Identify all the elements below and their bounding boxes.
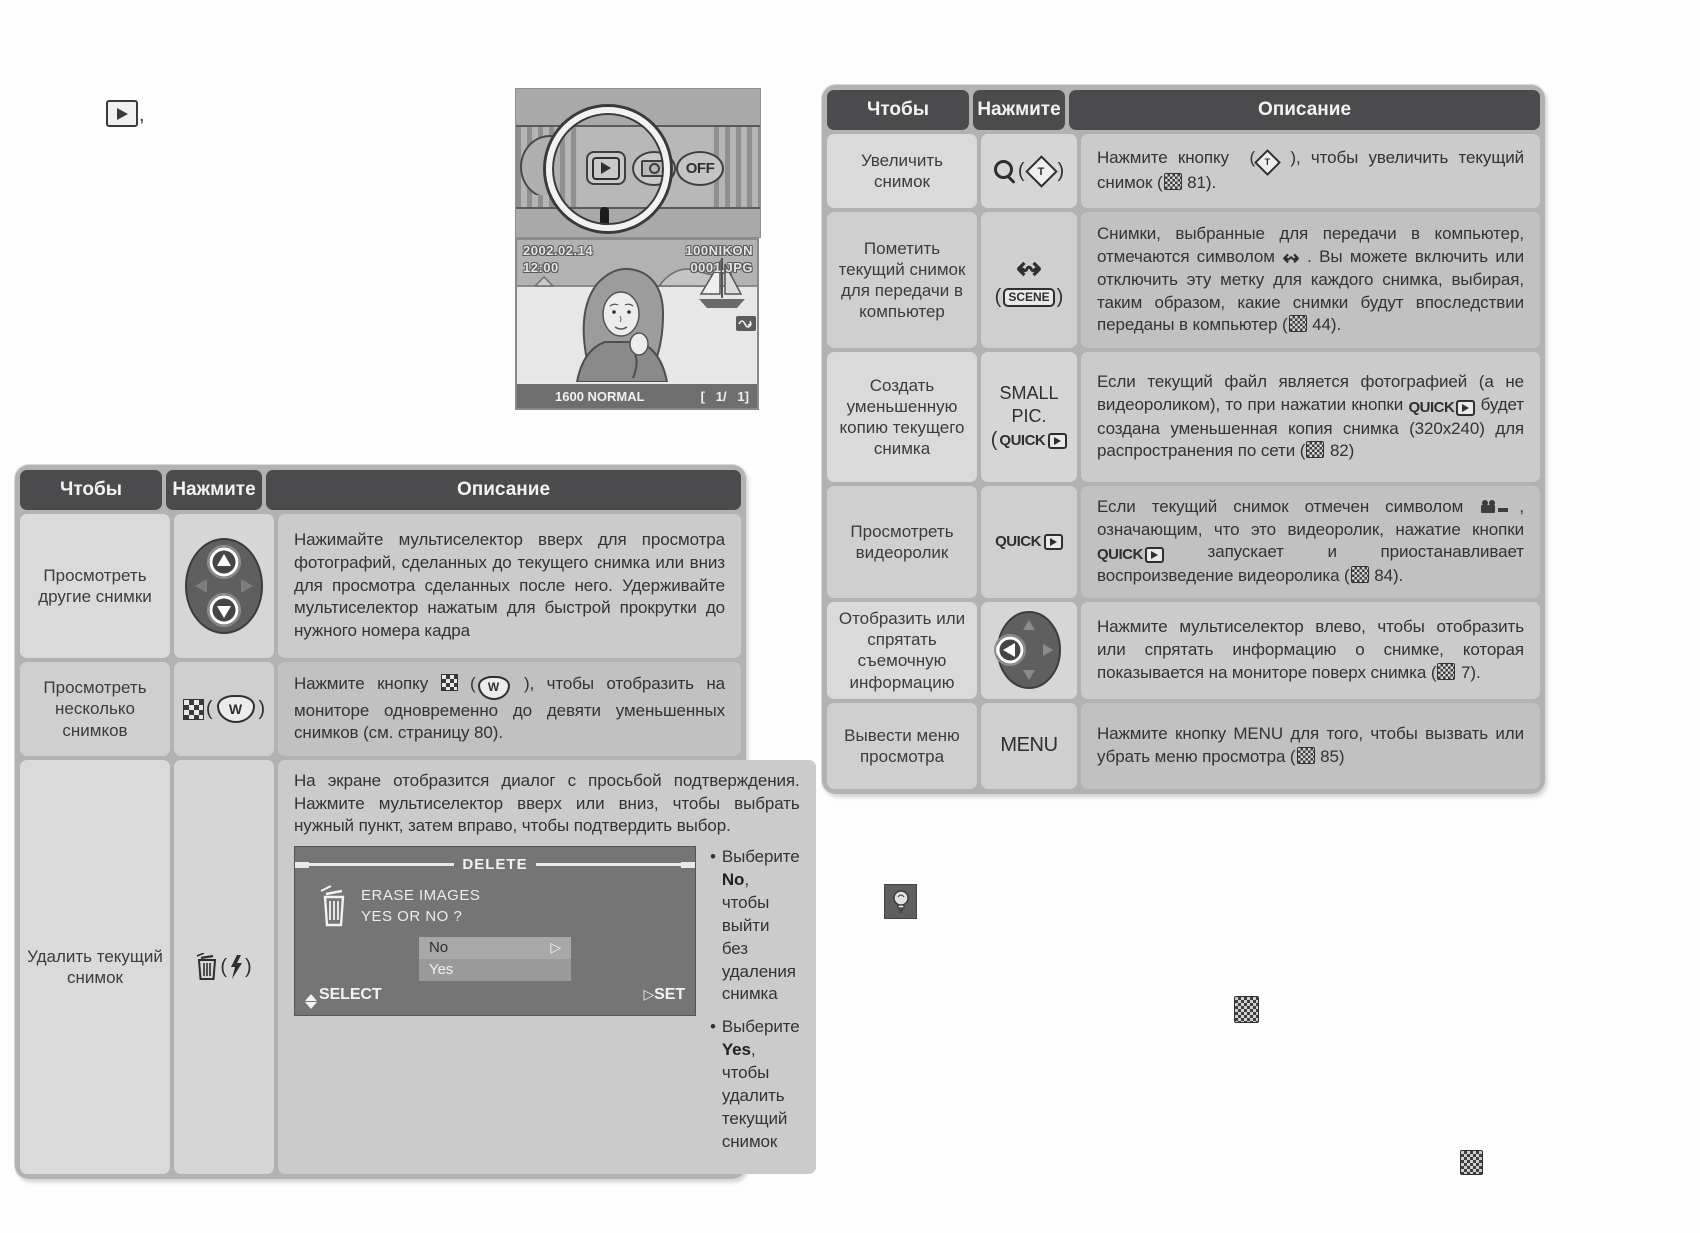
row-press — [981, 703, 1077, 789]
row-to: Просмотреть несколько снимков — [20, 662, 170, 756]
camera-illustration — [515, 88, 759, 406]
row-press: ↭ ( SCENE ) — [981, 212, 1077, 348]
cursor-right-icon: ▷ — [550, 939, 561, 956]
row-to: Вывести меню просмотра — [827, 703, 977, 789]
row-desc: Если текущий снимок отмечен символом , означающим, что это видеоролик, нажатие кнопки QUICK запускает и приостанавливает воспроизведение видеоролика ( 84). — [1081, 486, 1540, 598]
row-desc: Нажмите кнопку ( W ), чтобы отобразить на мониторе одновременно до девяти уменьшенных снимков (см. страницу 80). — [278, 662, 741, 756]
tip-lightbulb-icon — [884, 884, 917, 919]
quick-icon: QUICK — [1097, 545, 1164, 565]
up-down-arrows-icon — [305, 994, 317, 1009]
row-to: Пометить текущий снимок для передачи в компьютер — [827, 212, 977, 348]
table-row — [827, 134, 1540, 208]
multiselector-left-icon — [993, 609, 1065, 691]
dial-pointer — [600, 207, 609, 231]
table-row — [827, 212, 1540, 348]
row-to: Увеличить снимок — [827, 134, 977, 208]
left-table — [15, 465, 800, 1179]
ref-icon — [1164, 173, 1182, 190]
select-hint: SELECT — [305, 984, 382, 1009]
lcd-status-bar — [517, 384, 757, 408]
wbtn-icon: W — [478, 676, 510, 700]
row-desc: Если текущий файл является фотографией (а не видеороликом), то при нажатии кнопки QUICK будет создана уменьшенная копия снимка (320x240) для распространения по сети ( 82) — [1081, 352, 1540, 482]
lens-icon — [520, 135, 560, 195]
playback-mode-icon — [106, 100, 145, 127]
delete-dialog-screen: DELETE ERASE IMAGES YES OR NO ? No ▷ Yes SELECT ▷SET — [294, 846, 696, 1016]
row-press: ( W ) — [174, 662, 274, 756]
header-to: Чтобы — [20, 470, 162, 510]
delete-button-icon — [196, 953, 218, 981]
magnifier-icon — [994, 160, 1016, 182]
table-row — [20, 514, 741, 658]
table-row — [827, 486, 1540, 598]
table-row — [20, 662, 741, 756]
ref-icon — [1297, 747, 1315, 764]
option-no[interactable]: No ▷ — [419, 937, 571, 959]
row-desc: Нажмите мультиселектор влево, чтобы отобразить или спрятать информацию о снимке, которая показывается на мониторе поверх снимка ( 7). — [1081, 602, 1540, 699]
table-row — [20, 760, 800, 1174]
transfer-mark-icon — [736, 316, 756, 331]
page-ref-icon — [1460, 1150, 1483, 1175]
row-desc: Снимки, выбранные для передачи в компьютер, отмечаются символом ↭ . Вы можете включить или отключить эту метку для каждого снимка, выбирая, таким образом, какие снимки будут впоследствии переданы в компьютер ( 44). — [1081, 212, 1540, 348]
row-press: ( ) — [174, 760, 274, 1174]
row-desc: Нажимайте мультиселектор вверх для просмотра фотографий, сделанных до текущего снимка или вниз для просмотра сделанных после него. Удерживайте мультиселектор нажатым для быстрой прокрутки до нужного номера кадра — [278, 514, 741, 658]
row-desc: Нажмите кнопку MENU для того, чтобы вызвать или убрать меню просмотра ( 85) — [1081, 703, 1540, 789]
row-to: Просмотреть видеоролик — [827, 486, 977, 598]
row-press: SMALL PIC. ( QUICK — [981, 352, 1077, 482]
ref-icon — [1289, 315, 1307, 332]
ref-icon — [1351, 566, 1369, 583]
set-hint: ▷SET — [643, 985, 685, 1003]
w-button-icon: W — [217, 695, 255, 723]
ref-icon — [1306, 441, 1324, 458]
delete-bullets: • Выберите No, чтобы выйти без удаления снимка • Выберите Yes, чтобы удалить текущий снимок — [710, 846, 800, 1152]
lcd-frame-count: [ 1/ 1] — [700, 388, 749, 404]
header-press: Нажмите — [166, 470, 262, 510]
quick-icon: QUICK — [1408, 398, 1475, 418]
thumbnail-button-icon — [183, 699, 204, 720]
table-row — [827, 352, 1540, 482]
right-table — [822, 85, 1545, 794]
row-press — [981, 602, 1077, 699]
cursor-right-icon: ▷ — [643, 985, 655, 1002]
table-header-row — [827, 90, 1540, 130]
multiselector-up-down-icon — [181, 536, 267, 636]
table-row — [827, 703, 1540, 789]
option-yes[interactable]: Yes — [419, 959, 571, 981]
camera-icon — [641, 160, 667, 177]
header-to: Чтобы — [827, 90, 969, 130]
table-row — [827, 602, 1540, 699]
quick-play-button-icon — [1048, 433, 1067, 449]
lcd-folder-file: 100NIKON 0001.JPG — [685, 243, 753, 275]
thumb-icon — [441, 674, 458, 691]
row-to: Создать уменьшенную копию текущего снимка — [827, 352, 977, 482]
mode-dial — [515, 88, 761, 238]
trash-icon — [319, 885, 349, 927]
play-box-icon — [592, 157, 620, 180]
dial-band — [516, 125, 760, 209]
row-press — [174, 514, 274, 658]
t-button-icon: T — [1025, 155, 1058, 188]
row-to: Отобразить или спрятать съемочную информацию — [827, 602, 977, 699]
menu-button-label: MENU — [1000, 734, 1058, 757]
table-header-row — [20, 470, 741, 510]
row-to: Удалить текущий снимок — [20, 760, 170, 1174]
lcd-date-time: 2002.02.14 12:00 — [523, 243, 594, 275]
tdiamond-icon: T — [1254, 150, 1281, 177]
row-press: ( T ) — [981, 134, 1077, 208]
row-press: QUICK — [981, 486, 1077, 598]
delete-dialog-title: DELETE — [462, 855, 528, 873]
header-desc: Описание — [266, 470, 741, 510]
transfer-icon: ↭ — [1282, 245, 1300, 270]
header-press: Нажмите — [973, 90, 1065, 130]
scene-button-icon: SCENE — [1003, 288, 1054, 307]
lcd-quality: 1600 NORMAL — [555, 388, 645, 404]
delete-options-menu — [419, 937, 571, 981]
row-to: Просмотреть другие снимки — [20, 514, 170, 658]
comma-text: , — [139, 104, 145, 126]
dial-off-position: OFF — [676, 151, 724, 186]
lcd-monitor — [515, 238, 759, 410]
ref-icon — [1437, 663, 1455, 680]
header-desc: Описание — [1069, 90, 1540, 130]
movie-icon — [1481, 500, 1501, 513]
page-ref-icon — [1234, 996, 1259, 1023]
dial-play-position — [586, 151, 626, 185]
row-desc: На экране отобразится диалог с просьбой подтверждения. Нажмите мультиселектор вверх или вниз, чтобы выбрать нужный пункт, затем вправо, чтобы подтвердить выбор. DELETE ERASE IMAGES YES OR NO ? No ▷ Yes SELECT ▷SET • Выберите No, чтобы выйти без удаления снимка • Выберите Yes, чтобы удалить текущий снимок — [278, 760, 816, 1174]
play-box-icon — [106, 100, 138, 127]
flash-button-icon — [229, 955, 243, 979]
dial-camera-position — [632, 151, 676, 186]
transfer-mark-icon: ↭ — [1015, 248, 1043, 287]
quick-play-button-icon — [1044, 534, 1063, 550]
row-desc: Нажмите кнопку ( T ), чтобы увеличить текущий снимок ( 81). — [1081, 134, 1540, 208]
